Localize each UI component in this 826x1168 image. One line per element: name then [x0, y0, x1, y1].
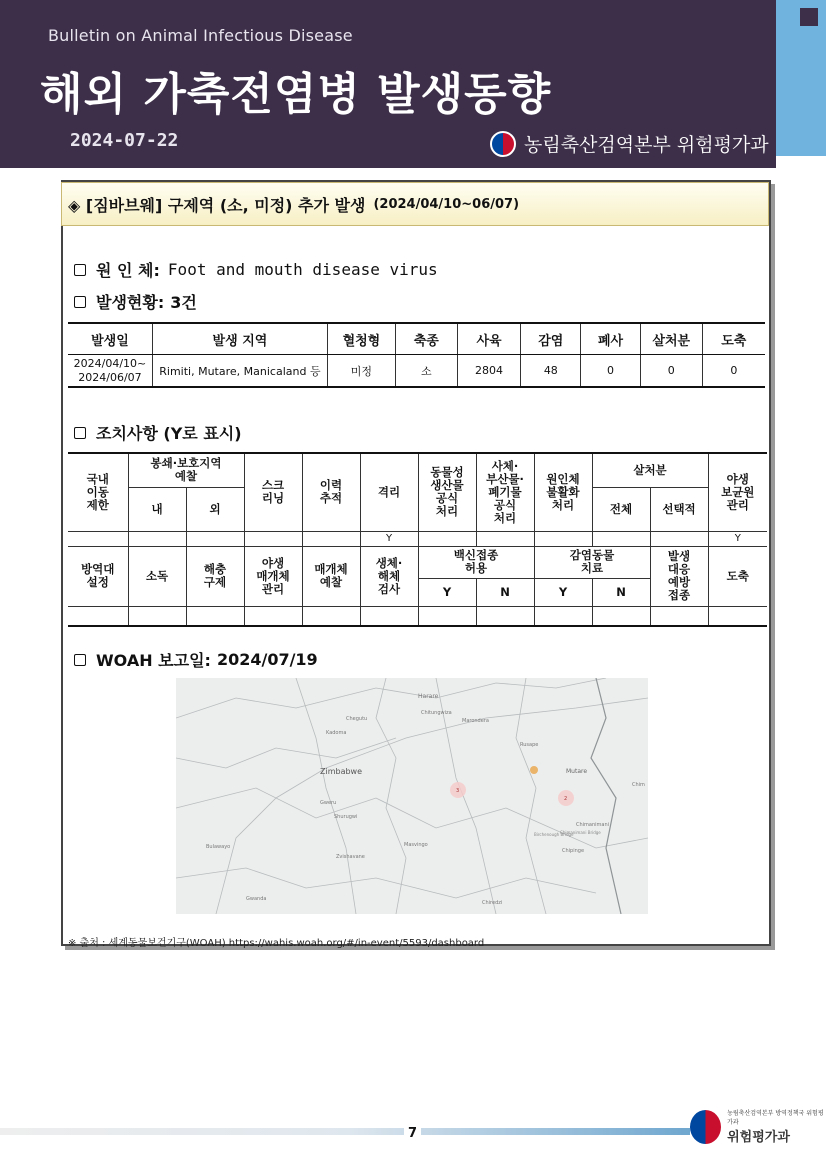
- map-label: Bulawayo: [206, 844, 231, 850]
- table-cell: [128, 531, 186, 546]
- hdr-vaccine-y: Y: [418, 578, 476, 606]
- map-svg: [176, 678, 648, 914]
- bulletin-title: 해외 가축전염병 발생동향: [40, 69, 552, 120]
- table-cell: [534, 531, 592, 546]
- col-header: 축종: [395, 323, 457, 355]
- banner-title: ◈ [짐바브웨] 구제역 (소, 미정) 추가 발생: [68, 195, 366, 215]
- hdr-zone: 봉쇄·보호지역 예찰: [128, 453, 244, 487]
- table-cell: [708, 606, 767, 626]
- hdr-carcass: 사체· 부산물· 폐기물 공식 처리: [476, 453, 534, 531]
- col-header: 감염: [521, 323, 581, 355]
- taeguk-logo-icon: [690, 1110, 721, 1144]
- cluster-count: 3: [456, 788, 460, 794]
- org-name: 농림축산검역본부 위험평가과: [524, 134, 769, 156]
- col-header: 혈청형: [327, 323, 395, 355]
- table-cell: 2804: [457, 355, 521, 388]
- hdr-cull-all: 전체: [592, 487, 650, 531]
- bulletin-date: 2024-07-22: [70, 130, 179, 151]
- map-label: Chitungwiza: [421, 710, 452, 716]
- pathogen-label: 원 인 체:: [96, 261, 160, 280]
- col-header: 사육: [457, 323, 521, 355]
- hdr-wild-vector: 야생 매개체 관리: [244, 546, 302, 606]
- table-cell: [360, 606, 418, 626]
- hdr-zoning: 방역대 설정: [68, 546, 128, 606]
- footer-logo-text: 위험평가과: [727, 1130, 790, 1145]
- hdr-inactivation: 원인체 불활화 처리: [534, 453, 592, 531]
- map-label: Kadoma: [326, 730, 347, 736]
- hdr-vaccine: 백신접종 허용: [418, 546, 534, 578]
- measures-table: [68, 452, 767, 627]
- hdr-quarantine: 격리: [360, 453, 418, 531]
- table-cell: [650, 606, 708, 626]
- section-status: [74, 290, 197, 313]
- table-cell: 48: [521, 355, 581, 388]
- table-cell: [650, 531, 708, 546]
- map-label: Harare: [418, 693, 439, 700]
- hdr-vaccine-n: N: [476, 578, 534, 606]
- map-label: Gwanda: [246, 896, 267, 902]
- hdr-pest: 해충 구제: [186, 546, 244, 606]
- hdr-movement: 국내 이동 제한: [68, 453, 128, 531]
- section-pathogen: [74, 258, 438, 281]
- table-cell: 소: [395, 355, 457, 388]
- hdr-zone-in: 내: [128, 487, 186, 531]
- org-label: [490, 130, 769, 157]
- hdr-slaughter: 도축: [708, 546, 767, 606]
- event-banner: [61, 182, 769, 226]
- table-cell-region: Rimiti, Mutare, Manicaland 등: [152, 355, 327, 388]
- table-cell: [68, 606, 128, 626]
- table-cell: 미정: [327, 355, 395, 388]
- checkbox-square-icon: [74, 264, 86, 276]
- map-label: Rusape: [520, 742, 539, 748]
- col-header: 폐사: [581, 323, 641, 355]
- table-cell: Y: [360, 531, 418, 546]
- table-cell: Y: [708, 531, 767, 546]
- table-cell: [68, 531, 128, 546]
- hdr-treat-y: Y: [534, 578, 592, 606]
- hdr-cull-sel: 선택적: [650, 487, 708, 531]
- hdr-treat: 감염동물 치료: [534, 546, 650, 578]
- table-cell: [534, 606, 592, 626]
- table-cell: [244, 606, 302, 626]
- footer-logo-small: 농림축산검역본부 방역정책국 위험평가과: [727, 1110, 824, 1126]
- table-cell: [592, 606, 650, 626]
- table-cell: [476, 606, 534, 626]
- hdr-culling: 살처분: [592, 453, 708, 487]
- status-label: 발생현황:: [96, 293, 165, 312]
- col-header: 발생 지역: [152, 323, 327, 355]
- hdr-prevent-vacc: 발생 대응 예방 접종: [650, 546, 708, 606]
- hdr-wild-reservoir: 야생 보균원 관리: [708, 453, 767, 531]
- hdr-screening: 스크 리닝: [244, 453, 302, 531]
- outbreak-map: [176, 678, 648, 914]
- table-cell: [186, 531, 244, 546]
- table-cell: 0: [702, 355, 765, 388]
- table-cell: [418, 606, 476, 626]
- map-label: Chimanimani: [576, 822, 610, 828]
- source-note: ※ 출처 : 세계동물보건기구(WOAH) https://wahis.woah.org/#/in-event/5593/dashboard: [68, 938, 485, 949]
- status-value: 3건: [170, 293, 197, 312]
- hdr-trace: 이력 추적: [302, 453, 360, 531]
- map-label: Zimbabwe: [320, 767, 363, 776]
- map-label: Gweru: [320, 800, 337, 806]
- checkbox-square-icon: [74, 296, 86, 308]
- table-cell: [302, 531, 360, 546]
- measures-label: 조치사항 (Y로 표시): [96, 424, 242, 443]
- table-cell: [418, 531, 476, 546]
- col-header: 도축: [702, 323, 765, 355]
- map-label: Marondera: [462, 718, 489, 724]
- table-cell: 0: [640, 355, 702, 388]
- table-row: [68, 606, 767, 626]
- footer-logo: [690, 1108, 826, 1145]
- table-cell: [592, 531, 650, 546]
- woah-label: WOAH 보고일:: [96, 651, 211, 670]
- woah-value: 2024/07/19: [216, 650, 318, 669]
- map-borders: [176, 678, 648, 914]
- footer-line: [0, 1128, 690, 1135]
- table-cell: [476, 531, 534, 546]
- bulletin-subtitle: Bulletin on Animal Infectious Disease: [48, 26, 353, 45]
- table-header-row: [68, 323, 765, 355]
- map-label: Chipinge: [562, 848, 585, 854]
- cluster-count: 2: [564, 796, 568, 802]
- hdr-disinfection: 소독: [128, 546, 186, 606]
- map-label: Birchenough Bridge: [534, 832, 574, 837]
- table-row: [68, 531, 767, 546]
- hdr-product: 동물성 생산물 공식 처리: [418, 453, 476, 531]
- table-cell: 0: [581, 355, 641, 388]
- table-cell: [302, 606, 360, 626]
- page-number: 7: [404, 1126, 421, 1141]
- map-label: Shurugwi: [334, 814, 358, 820]
- table-row: [68, 355, 765, 388]
- map-label: Chegutu: [346, 716, 368, 722]
- checkbox-square-icon: [74, 654, 86, 666]
- map-label: Chim: [632, 782, 645, 788]
- map-label: Zvishavane: [336, 854, 365, 860]
- map-label: Chiredzi: [482, 900, 503, 906]
- corner-accent: [800, 8, 818, 26]
- table-cell: [128, 606, 186, 626]
- page-header: [0, 0, 776, 168]
- hdr-test: 생체· 해체 검사: [360, 546, 418, 606]
- map-label: Chimanimani Bridge: [560, 830, 601, 835]
- col-header: 발생일: [68, 323, 152, 355]
- outbreak-point-marker[interactable]: [530, 766, 538, 774]
- table-cell-date: 2024/04/10~ 2024/06/07: [68, 355, 152, 388]
- taeguk-logo-icon: [490, 131, 516, 157]
- map-label: Mutare: [566, 768, 588, 775]
- checkbox-square-icon: [74, 427, 86, 439]
- hdr-vector-surv: 매개체 예찰: [302, 546, 360, 606]
- hdr-treat-n: N: [592, 578, 650, 606]
- pathogen-value: Foot and mouth disease virus: [167, 260, 438, 279]
- banner-period: (2024/04/10~06/07): [373, 196, 520, 212]
- section-measures: [74, 421, 242, 444]
- section-woah: [74, 648, 318, 671]
- col-header: 살처분: [640, 323, 702, 355]
- table-cell: [244, 531, 302, 546]
- map-label: Masvingo: [404, 842, 428, 848]
- table-cell: [186, 606, 244, 626]
- hdr-zone-out: 외: [186, 487, 244, 531]
- outbreak-table: [68, 322, 765, 388]
